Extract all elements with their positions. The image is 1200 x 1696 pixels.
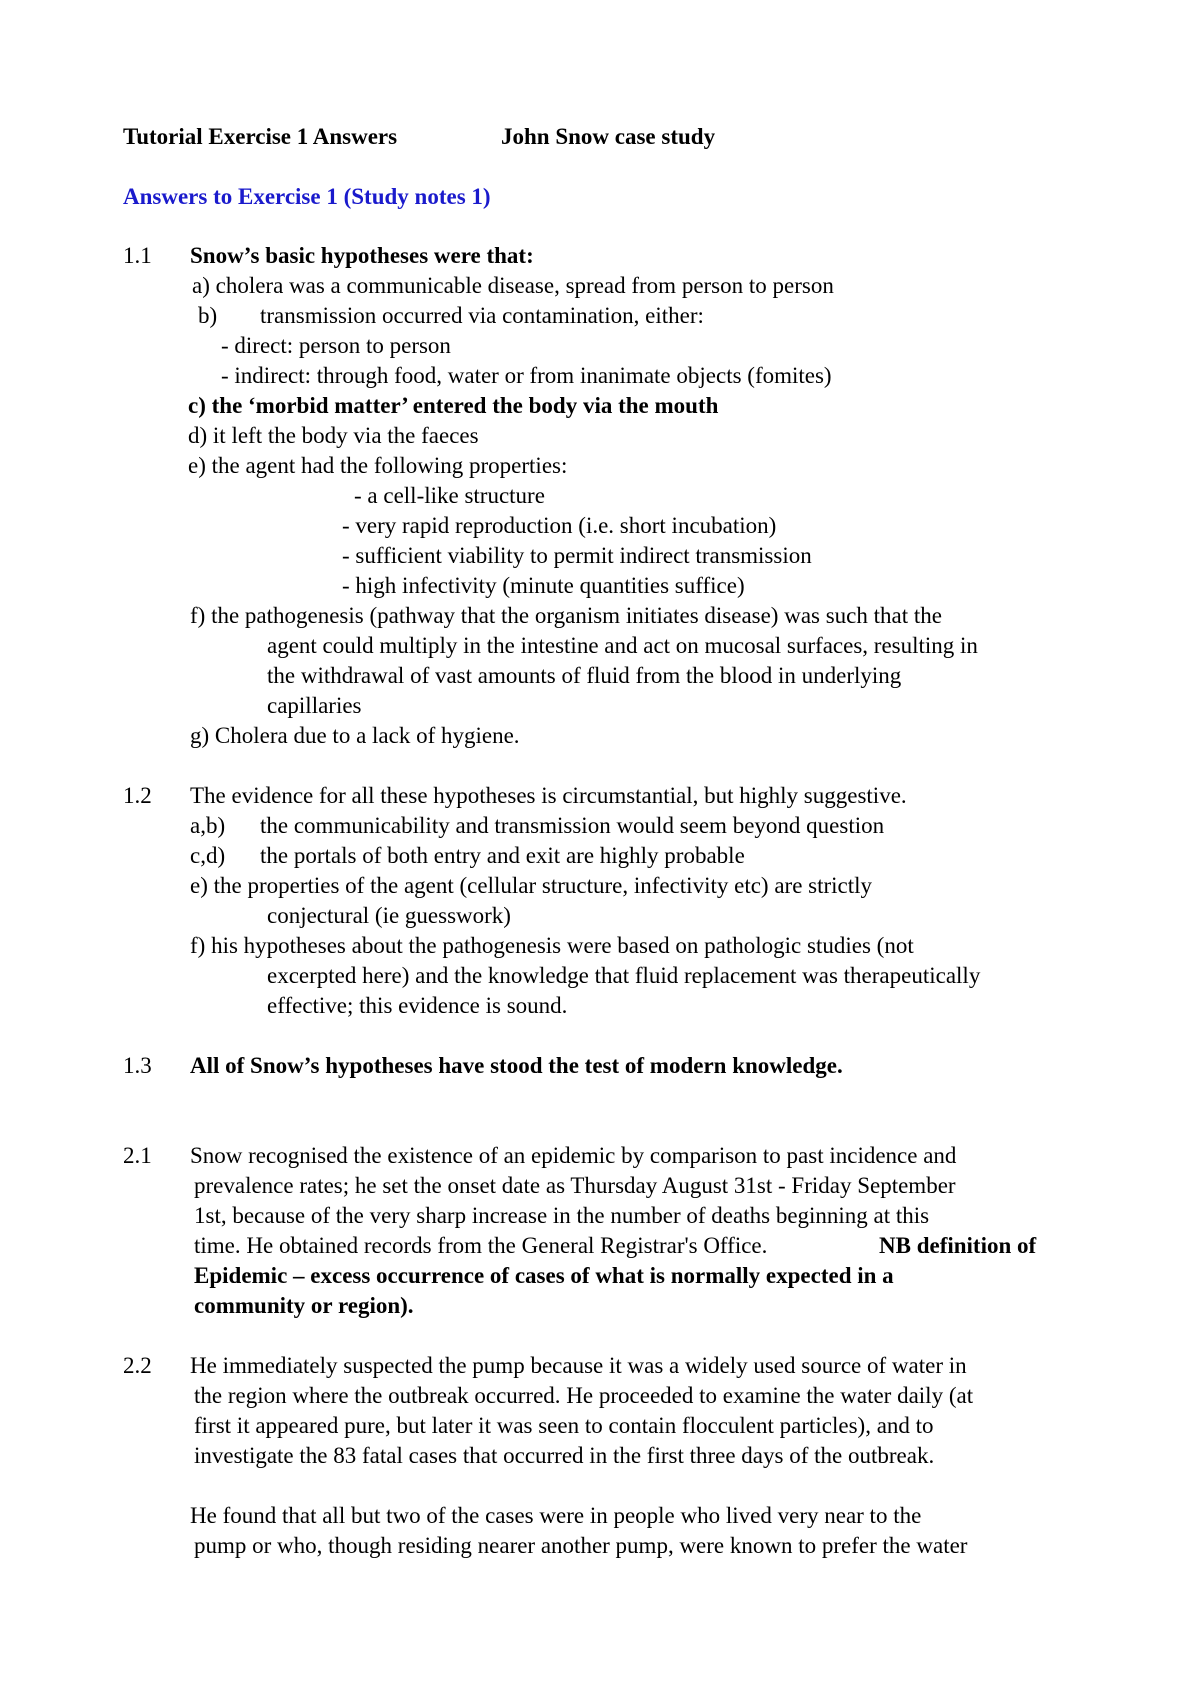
item-1-2-f-line1: f) his hypotheses about the pathogenesis were based on pathologic studies (not: [190, 933, 914, 958]
item-number-1-1: 1.1: [123, 243, 152, 268]
item-1-3-text: All of Snow’s hypotheses have stood the test of modern knowledge.: [190, 1053, 843, 1078]
item-1-2-e-line2: conjectural (ie guesswork): [267, 903, 511, 928]
section-heading: Answers to Exercise 1 (Study notes 1): [123, 184, 491, 209]
item-2-2-line1: He immediately suspected the pump because it was a widely used source of water in: [190, 1353, 967, 1378]
item-number-1-2: 1.2: [123, 783, 152, 808]
item-1-1-intro: Snow’s basic hypotheses were that:: [190, 243, 534, 268]
item-1-2-intro: The evidence for all these hypotheses is circumstantial, but highly suggestive.: [190, 783, 907, 808]
item-1-2-cd: the portals of both entry and exit are highly probable: [260, 843, 745, 868]
item-2-2-line3: first it appeared pure, but later it was seen to contain flocculent particles), and to: [194, 1413, 934, 1438]
item-1-1-b2: - indirect: through food, water or from inanimate objects (fomites): [221, 363, 832, 388]
item-number-2-1: 2.1: [123, 1143, 152, 1168]
item-number-2-2: 2.2: [123, 1353, 152, 1378]
item-1-1-e2: - very rapid reproduction (i.e. short incubation): [342, 513, 777, 538]
item-2-1-line1: Snow recognised the existence of an epidemic by comparison to past incidence and: [190, 1143, 957, 1168]
item-1-1-f-line3: the withdrawal of vast amounts of fluid from the blood in underlying: [267, 663, 902, 688]
item-2-1-line4-bold: NB definition of: [879, 1233, 1037, 1258]
item-1-1-g: g) Cholera due to a lack of hygiene.: [190, 723, 520, 748]
item-2-1-line2: prevalence rates; he set the onset date as Thursday August 31st - Friday September: [194, 1173, 956, 1198]
item-1-1-e3: - sufficient viability to permit indirect transmission: [342, 543, 812, 568]
item-2-2-p2-line1: He found that all but two of the cases were in people who lived very near to the: [190, 1503, 922, 1528]
item-2-1-line3: 1st, because of the very sharp increase in the number of deaths beginning at this: [194, 1203, 930, 1228]
item-2-1-line6: community or region).: [194, 1293, 414, 1318]
document-title: Tutorial Exercise 1 Answers: [123, 124, 398, 149]
item-number-1-3: 1.3: [123, 1053, 152, 1078]
item-1-1-b-label: b): [198, 303, 218, 328]
item-1-1-f-line1: f) the pathogenesis (pathway that the organism initiates disease) was such that the: [190, 603, 942, 628]
item-2-2-line2: the region where the outbreak occurred. He proceeded to examine the water daily (at: [194, 1383, 974, 1408]
item-2-2-p2-line2: pump or who, though residing nearer another pump, were known to prefer the water: [194, 1533, 968, 1558]
item-1-1-c: c) the ‘morbid matter’ entered the body via the mouth: [188, 393, 719, 418]
item-1-2-ab-label: a,b): [190, 813, 226, 838]
item-1-1-f-line4: capillaries: [267, 693, 362, 718]
item-1-1-f-line2: agent could multiply in the intestine and act on mucosal surfaces, resulting in: [267, 633, 978, 658]
item-1-1-e1: - a cell-like structure: [354, 483, 545, 508]
item-1-2-f-line2: excerpted here) and the knowledge that fluid replacement was therapeutically: [267, 963, 981, 988]
item-2-2-line4: investigate the 83 fatal cases that occurred in the first three days of the outbreak.: [194, 1443, 935, 1468]
item-1-1-b1: - direct: person to person: [221, 333, 451, 358]
item-1-2-ab: the communicability and transmission would seem beyond question: [260, 813, 885, 838]
item-1-1-b: transmission occurred via contamination, either:: [260, 303, 704, 328]
item-1-2-cd-label: c,d): [190, 843, 226, 868]
item-1-2-f-line3: effective; this evidence is sound.: [267, 993, 568, 1018]
document-subtitle: John Snow case study: [501, 124, 716, 149]
item-1-2-e-line1: e) the properties of the agent (cellular structure, infectivity etc) are strictly: [190, 873, 873, 898]
item-1-1-e4: - high infectivity (minute quantities suffice): [342, 573, 745, 598]
item-1-1-a: a) cholera was a communicable disease, spread from person to person: [192, 273, 834, 298]
item-1-1-e: e) the agent had the following properties:: [188, 453, 568, 478]
item-1-1-d: d) it left the body via the faeces: [188, 423, 479, 448]
item-2-1-line5: Epidemic – excess occurrence of cases of what is normally expected in a: [194, 1263, 894, 1288]
item-2-1-line4: time. He obtained records from the General Registrar's Office.: [194, 1233, 768, 1258]
